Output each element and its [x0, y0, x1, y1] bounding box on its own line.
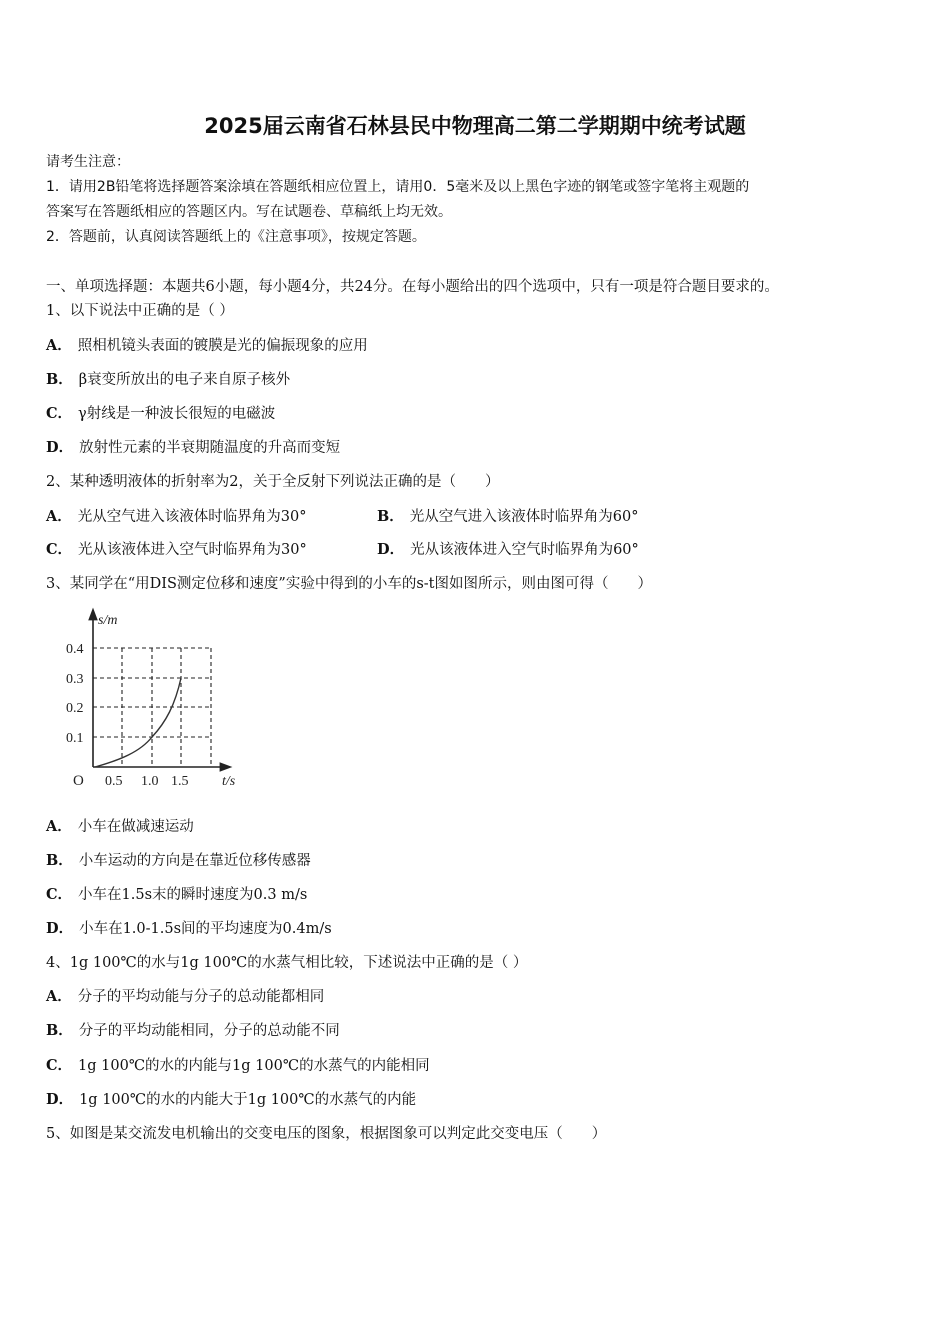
option-text: 1g 100℃的水的内能大于1g 100℃的水蒸气的内能: [79, 1092, 417, 1108]
y-tick: 0.3: [66, 672, 84, 687]
section-heading: 一、单项选择题：本题共6小题，每小题4分，共24分。在每小题给出的四个选项中，只有一项是符合题目要求的。: [46, 279, 779, 295]
option-text: 1g 100℃的水的内能与1g 100℃的水蒸气的内能相同: [78, 1058, 430, 1074]
question-3-option-d: [46, 919, 332, 939]
y-tick: 0.2: [66, 701, 84, 716]
option-text: 小车在1.5s末的瞬时速度为0.3 m/s: [78, 887, 308, 903]
option-text: 光从该液体进入空气时临界角为60°: [410, 542, 639, 558]
option-text: 小车在1.0-1.5s间的平均速度为0.4m/s: [79, 921, 332, 937]
option-key: D．: [377, 541, 405, 558]
y-tick: 0.1: [66, 731, 84, 746]
y-tick: 0.4: [66, 642, 84, 657]
option-text: 光从空气进入该液体时临界角为60°: [409, 509, 639, 525]
option-key: C．: [46, 541, 73, 558]
page-title: 2025届云南省石林县民中物理高二第二学期期中统考试题: [204, 114, 746, 138]
y-axis-label: s/m: [98, 613, 118, 628]
question-4-option-a: [46, 987, 324, 1007]
svg-text:s/m: [98, 613, 117, 628]
option-key: D．: [46, 1091, 74, 1108]
option-key: C．: [46, 405, 73, 422]
option-text: β衰变所放出的电子来自原子核外: [78, 372, 291, 388]
option-key: D．: [46, 439, 74, 456]
x-axis-label: t/s: [222, 774, 236, 789]
question-3-option-c: [46, 885, 307, 905]
option-key: B．: [46, 371, 73, 388]
option-text: γ射线是一种波长很短的电磁波: [78, 406, 276, 422]
question-4-option-b: [46, 1021, 340, 1041]
question-4-option-d: [46, 1090, 416, 1110]
question-1-option-d: [46, 438, 340, 458]
option-key: D．: [46, 920, 74, 937]
x-tick: 1.5: [171, 774, 189, 789]
question-4-option-c: [46, 1056, 430, 1076]
option-key: B．: [46, 1022, 73, 1039]
option-key: A．: [46, 988, 72, 1005]
question-5-stem: 5、如图是某交流发电机输出的交变电压的图象，根据图象可以判定此交变电压（ ）: [46, 1126, 607, 1142]
st-curve: [95, 678, 181, 767]
question-1-option-c: [46, 404, 275, 424]
question-1-option-b: [46, 370, 290, 390]
option-text: 光从该液体进入空气时临界角为30°: [78, 542, 307, 558]
option-key: C．: [46, 886, 73, 903]
question-1-stem: 1、以下说法中正确的是（ ）: [46, 303, 234, 319]
notice-item-2: 2．答题前，认真阅读答题纸上的《注意事项》，按规定答题。: [46, 229, 426, 245]
option-text: 小车在做减速运动: [77, 819, 194, 835]
notice-heading: 请考生注意：: [46, 154, 130, 170]
option-text: 光从空气进入该液体时临界角为30°: [77, 509, 307, 525]
question-3-option-b: [46, 851, 311, 871]
question-2-stem: 2、某种透明液体的折射率为2，关于全反射下列说法正确的是（ ）: [46, 474, 500, 490]
option-text: 照相机镜头表面的镀膜是光的偏振现象的应用: [77, 338, 368, 354]
option-key: A．: [46, 818, 72, 835]
option-key: A．: [46, 508, 72, 525]
option-text: 分子的平均动能与分子的总动能都相同: [77, 989, 325, 1005]
question-2-option-b: [377, 507, 638, 527]
grid-lines: [93, 648, 211, 767]
st-graph: [55, 600, 255, 795]
question-2-option-a: [46, 507, 306, 527]
question-2-option-d: [377, 540, 639, 560]
question-3-option-a: [46, 817, 194, 837]
option-text: 放射性元素的半衰期随温度的升高而变短: [79, 440, 341, 456]
x-tick: 0.5: [105, 774, 123, 789]
option-key: B．: [377, 508, 404, 525]
origin-label: O: [73, 773, 84, 789]
option-key: A．: [46, 337, 72, 354]
option-text: 分子的平均动能相同，分子的总动能不同: [78, 1023, 340, 1039]
option-key: B．: [46, 852, 73, 869]
question-1-option-a: [46, 336, 368, 356]
x-tick: 1.0: [141, 774, 159, 789]
notice-item-1: 1．请用2B铅笔将选择题答案涂填在答题纸相应位置上，请用0．5毫米及以上黑色字迹的钢笔或签字笔将主观题的: [46, 179, 750, 195]
question-3-stem: 3、某同学在“用DIS测定位移和速度”实验中得到的小车的s-t图如图所示，则由图可得（ ）: [46, 576, 653, 592]
question-2-option-c: [46, 540, 307, 560]
question-4-stem: 4、1g 100℃的水与1g 100℃的水蒸气相比较，下述说法中正确的是（ ）: [46, 955, 528, 971]
option-key: C．: [46, 1057, 73, 1074]
notice-item-1-cont: 答案写在答题纸相应的答题区内。写在试题卷、草稿纸上均无效。: [46, 204, 452, 220]
option-text: 小车运动的方向是在靠近位移传感器: [78, 853, 311, 869]
